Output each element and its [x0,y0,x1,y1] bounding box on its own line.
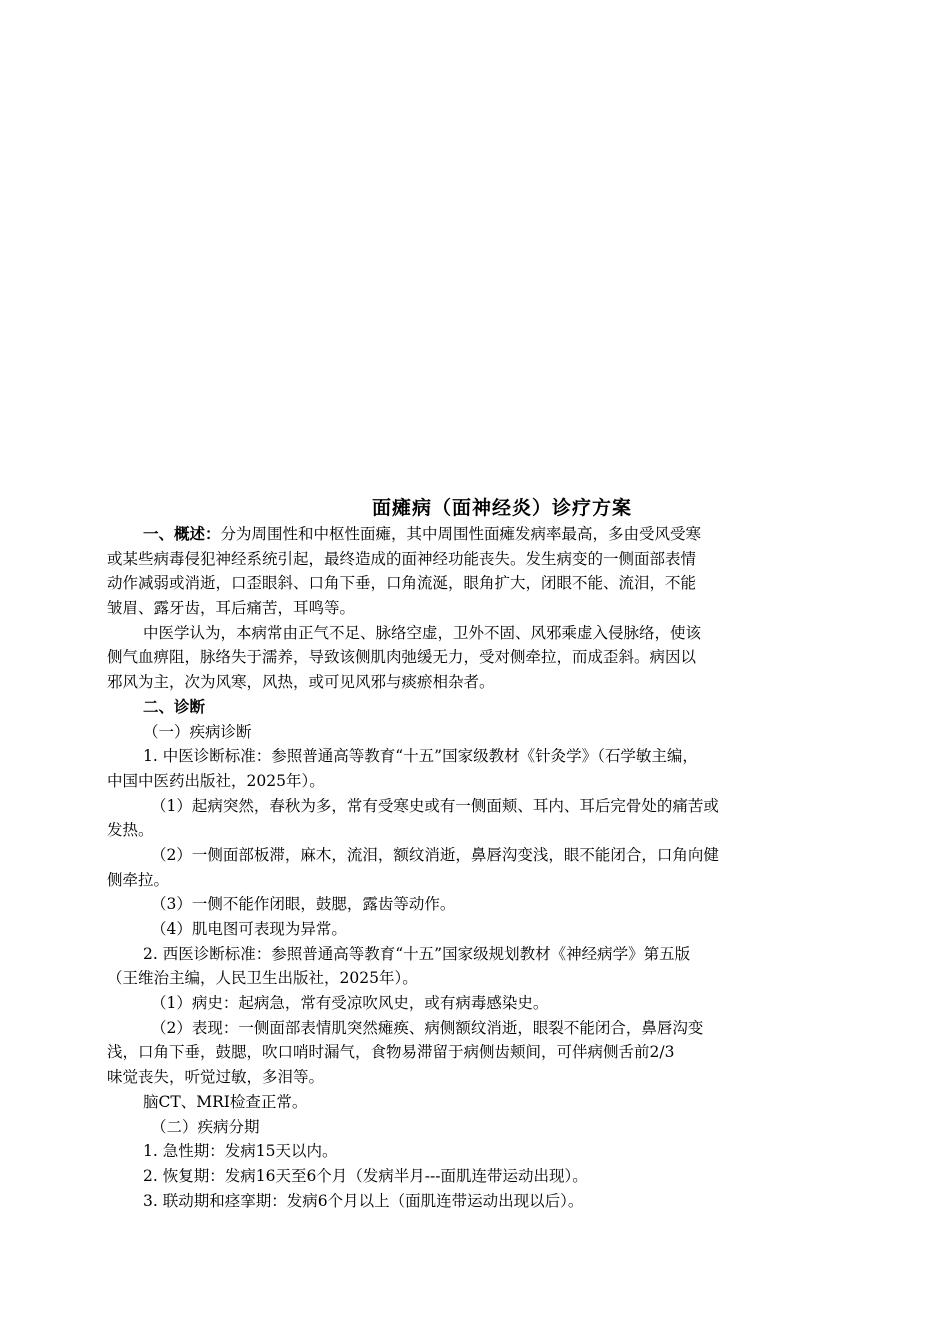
wm-standard-line-1: 2. 西医诊断标准：参照普通高等教育“十五”国家级规划教材《神经病学》第五版 [143,944,691,963]
staging-heading: （二）疾病分期 [151,1117,260,1136]
criterion-3: （3）一侧不能作闭眼，鼓腮，露齿等动作。 [151,895,456,914]
wm-criterion-2-line-3: 味觉丧失，听觉过敏，多泪等。 [107,1068,325,1087]
tcm-line-3: 邪风为主，次为风寒，风热，或可见风邪与痰瘀相杂者。 [107,673,495,692]
stage-1: 1. 急性期：发病15天以内。 [143,1142,338,1161]
wm-criterion-1: （1）病史：起病急，常有受凉吹风史，或有病毒感染史。 [151,994,549,1013]
overview-heading: 一、概述： [143,524,221,543]
stage-3: 3. 联动期和痉挛期：发病6个月以上（面肌连带运动出现以后）。 [143,1191,584,1210]
stage-2: 2. 恢复期：发病16天至6个月（发病半月---面肌连带运动出现）。 [143,1166,588,1185]
criterion-2-line-1: （2）一侧面部板滞，麻木，流泪，额纹消逝，鼻唇沟变浅，眼不能闭合，口角向健 [151,845,719,864]
criterion-2-line-2: 侧牵拉。 [107,870,170,889]
overview-line-3: 动作减弱或消逝，口歪眼斜、口角下垂，口角流涎，眼角扩大，闭眼不能、流泪，不能 [107,574,697,593]
wm-criterion-2-line-2: 浅，口角下垂，鼓腮，吹口哨时漏气，食物易滞留于病侧齿颊间，可伴病侧舌前2/3 [107,1043,675,1062]
disease-diagnosis-heading: （一）疾病诊断 [143,722,252,741]
criterion-1-line-1: （1）起病突然，春秋为多，常有受寒史或有一侧面颊、耳内、耳后完骨处的痛苦或 [151,796,719,815]
overview-line-1: 分为周围性和中枢性面瘫，其中周围性面瘫发病率最高，多由受风受寒 [220,525,702,543]
overview-line-2: 或某些病毒侵犯神经系统引起，最终造成的面神经功能丧失。发生病变的一侧面部表情 [107,549,697,568]
tcm-line-1: 中医学认为，本病常由正气不足、脉络空虚，卫外不固、风邪乘虚入侵脉络，使该 [143,623,702,642]
criterion-1-line-2: 发热。 [107,821,154,840]
criterion-4: （4）肌电图可表现为异常。 [151,920,347,938]
wm-criterion-2-line-1: （2）表现：一侧面部表情肌突然瘫痪、病侧额纹消逝，眼裂不能闭合，鼻唇沟变 [151,1018,704,1037]
wm-standard-line-2: （王维治主编，人民卫生出版社，2025年）。 [107,969,418,988]
tcm-standard-line-1: 1. 中医诊断标准：参照普通高等教育“十五”国家级教材《针灸学》（石学敏主编， [143,747,698,766]
document-body [107,494,857,1213]
diagnosis-heading-text: 二、诊断 [143,696,206,716]
overview-paragraph [107,522,857,547]
document-title: 面瘫病（面神经炎）诊疗方案 [371,497,632,519]
diagnosis-heading [107,695,857,720]
tcm-line-2: 侧气血痹阻，脉络失于濡养，导致该侧肌肉弛缓无力，受对侧牵拉，而成歪斜。病因以 [107,648,697,667]
tcm-standard-line-2: 中国中医药出版社，2025年）。 [107,771,325,790]
overview-line-4: 皱眉、露牙齿，耳后痛苦，耳鸣等。 [107,599,356,618]
imaging-line: 脑CT、MRI检查正常。 [143,1092,308,1111]
